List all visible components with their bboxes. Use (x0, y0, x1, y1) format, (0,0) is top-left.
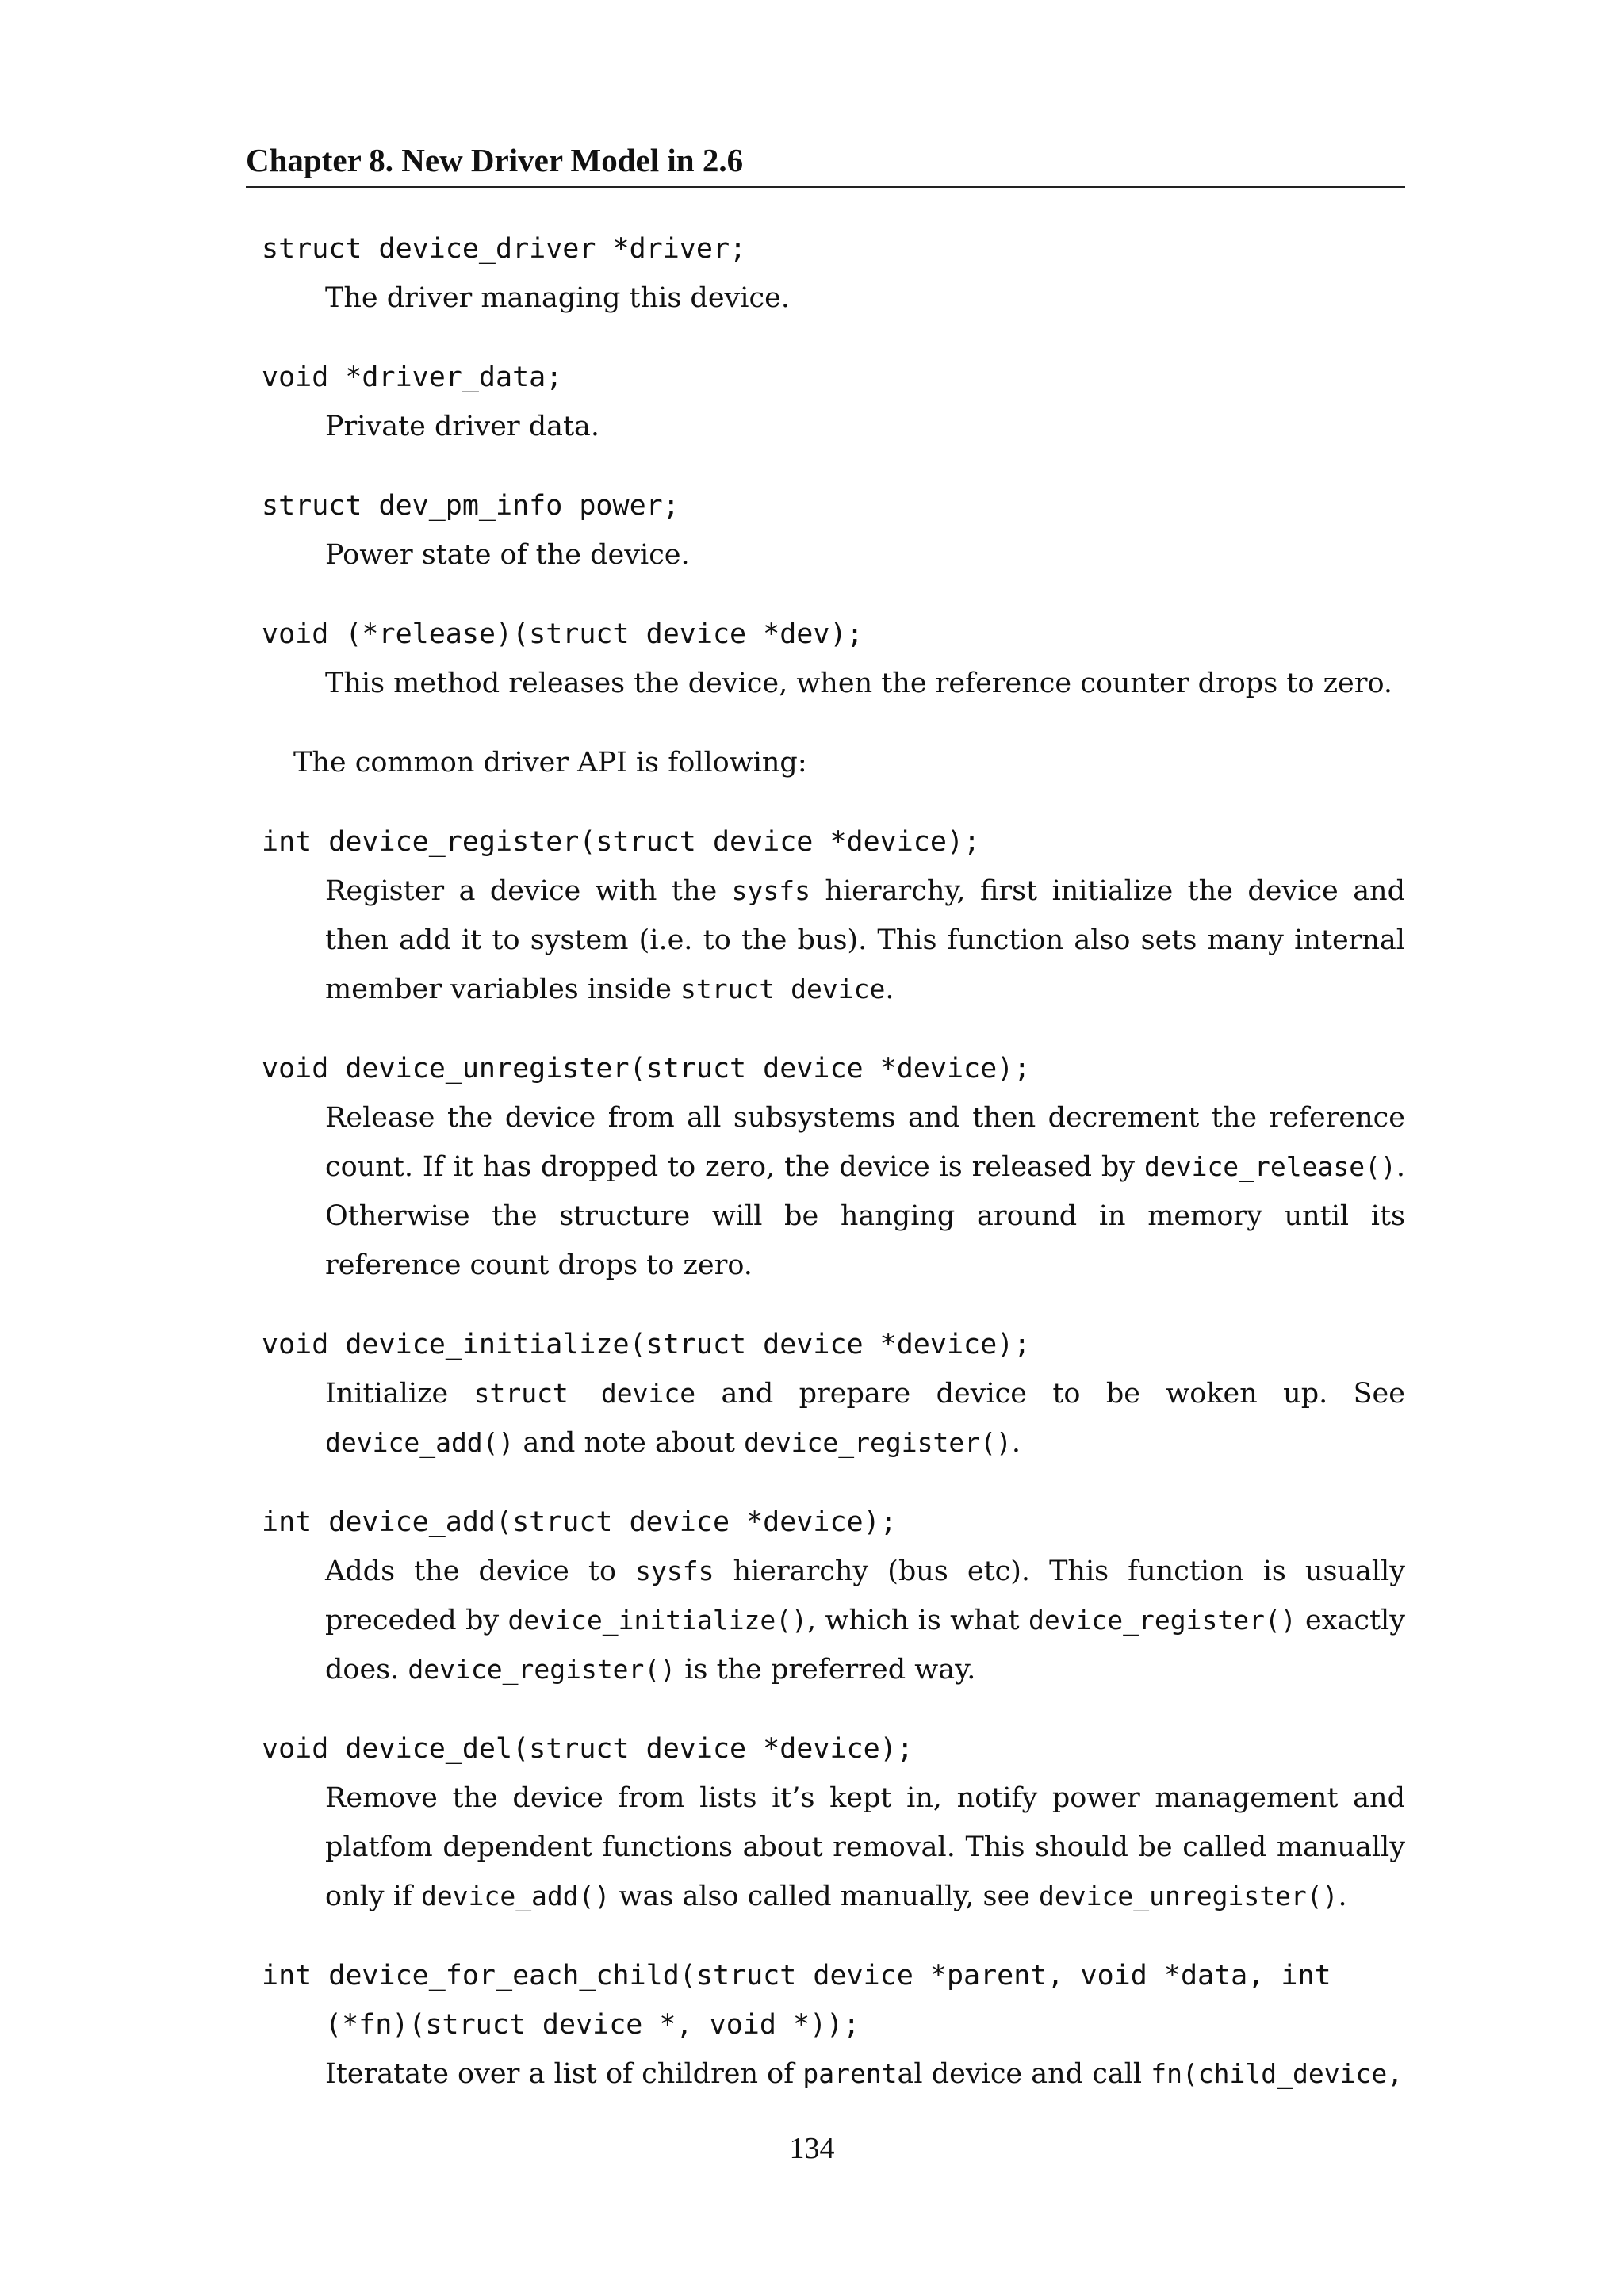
inline-code: struct device (473, 1378, 696, 1410)
inline-code: device_unregister() (1039, 1881, 1339, 1912)
api-device-register (246, 817, 1405, 1014)
api-device-unregister (246, 1044, 1405, 1290)
inline-code: device_initialize() (508, 1605, 808, 1636)
inline-code: parent (802, 2058, 898, 2090)
inline-code: device_register() (1028, 1605, 1297, 1636)
page-body (246, 143, 1405, 2099)
member-description: Power state of the device. (325, 539, 690, 572)
api-description: Iteratate over a list of children of parental device and call fn(child_device, (325, 2058, 1404, 2091)
inline-code: device_register() (744, 1427, 1012, 1459)
api-device-add (246, 1498, 1405, 1694)
inline-code: device_release() (1143, 1151, 1396, 1183)
api-signature: int device_register(struct device *device); (262, 826, 981, 859)
api-device-del (246, 1724, 1405, 1921)
inline-code: sysfs (731, 875, 810, 907)
inline-code: sysfs (635, 1556, 714, 1587)
inline-code: fn(child_device, (1151, 2058, 1404, 2090)
api-signature: void device_initialize(struct device *device); (262, 1329, 1031, 1361)
member-signature: void (*release)(struct device *dev); (262, 618, 864, 651)
api-signature: void device_del(struct device *device); (262, 1733, 914, 1766)
api-description: Remove the device from lists it’s kept in, notify power management and platfom dependent functions about removal. This should be called manually only if device_add() was also called manually, see device_unregister(). (325, 1782, 1405, 1913)
member-release (246, 610, 1405, 708)
member-driver (246, 224, 1405, 323)
inline-code: device_add() (420, 1881, 611, 1912)
member-power (246, 481, 1405, 580)
page-number: 134 (789, 2132, 835, 2165)
member-description: This method releases the device, when the reference counter drops to zero. (325, 668, 1393, 700)
api-intro: The common driver API is following: (293, 747, 807, 779)
member-signature: struct dev_pm_info power; (262, 490, 680, 522)
running-head: Chapter 8. New Driver Model in 2.6 (246, 143, 1405, 188)
member-driver-data (246, 353, 1405, 451)
inline-code: device_add() (325, 1427, 515, 1459)
api-signature: int device_for_each_child(struct device *parent, void *data, int (*fn)(struct device *, void *)); (262, 1960, 1331, 2042)
api-description: Initialize struct device and prepare device to be woken up. See device_add() and note about device_register(). (325, 1378, 1405, 1460)
api-device-for-each-child (246, 1951, 1405, 2099)
inline-code: device_register() (408, 1654, 676, 1686)
member-description: The driver managing this device. (325, 282, 790, 315)
api-signature: int device_add(struct device *device); (262, 1506, 897, 1539)
inline-code: struct device (680, 974, 886, 1005)
member-signature: void *driver_data; (262, 362, 563, 394)
member-description: Private driver data. (325, 411, 600, 443)
api-device-initialize (246, 1320, 1405, 1468)
member-signature: struct device_driver *driver; (262, 233, 747, 266)
api-description: Adds the device to sysfs hierarchy (bus etc). This function is usually preceded by device_initialize(), which is what device_register() exactly does. device_register() is the preferred way. (325, 1556, 1406, 1686)
api-description: Register a device with the sysfs hierarchy, first initialize the device and then add it to system (i.e. to the bus). This function also sets many internal member variables inside struct device. (325, 875, 1406, 1006)
api-signature: void device_unregister(struct device *device); (262, 1053, 1031, 1085)
api-description: Release the device from all subsystems and then decrement the reference count. If it has dropped to zero, the device is released by device_release(). Otherwise the structure will be hanging around in memory until its reference count drops to zero. (325, 1102, 1405, 1282)
